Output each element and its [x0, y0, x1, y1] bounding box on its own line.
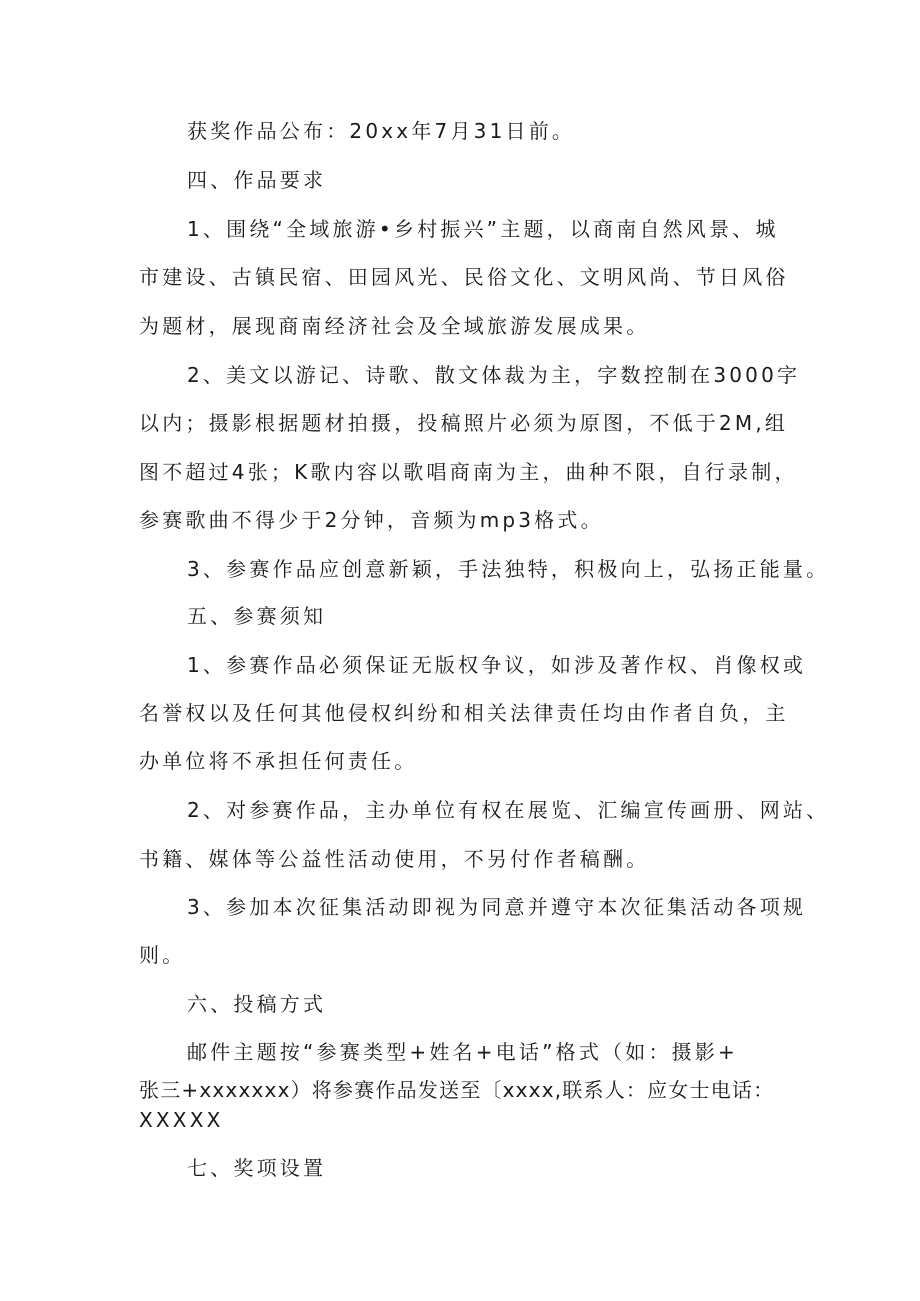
- paragraph-line: 参赛歌曲不得少于2分钟，音频为mp3格式。: [139, 508, 604, 532]
- paragraph-line: 3、参赛作品应创意新颖，手法独特，积极向上，弘扬正能量。: [187, 557, 830, 581]
- paragraph-line: 办单位将不承担任何责任。: [139, 749, 418, 773]
- section-heading: 五、参赛须知: [187, 604, 327, 628]
- paragraph-line: 张三+xxxxxxx）将参赛作品发送至〔xxxx,联系人：应女士电话：: [139, 1078, 775, 1102]
- paragraph-line: 1、围绕“全域旅游•乡村振兴”主题，以商南自然风景、城: [187, 217, 779, 241]
- section-heading: 七、奖项设置: [187, 1156, 327, 1180]
- paragraph-line: 图不超过4张；K歌内容以歌唱商南为主，曲种不限，自行录制，: [139, 460, 798, 484]
- paragraph-line: 市建设、古镇民宿、田园风光、民俗文化、文明风尚、节日风俗: [139, 265, 789, 289]
- paragraph-line: 则。: [139, 943, 186, 967]
- paragraph-line: 2、美文以游记、诗歌、散文体裁为主，字数控制在3000字: [187, 363, 801, 387]
- section-heading: 四、作品要求: [187, 168, 327, 192]
- paragraph-line: 书籍、媒体等公益性活动使用，不另付作者稿酬。: [139, 847, 650, 871]
- paragraph-line: 名誉权以及任何其他侵权纠纷和相关法律责任均由作者自负，主: [139, 701, 789, 725]
- section-heading: 六、投稿方式: [187, 992, 327, 1016]
- paragraph-line: XXXXX: [139, 1108, 224, 1132]
- paragraph-line: 以内；摄影根据题材拍摄，投稿照片必须为原图，不低于2M,组: [139, 411, 789, 435]
- paragraph-line: 3、参加本次征集活动即视为同意并遵守本次征集活动各项规: [187, 895, 807, 919]
- paragraph-line: 邮件主题按“参赛类型+姓名+电话”格式（如：摄影+: [187, 1040, 738, 1064]
- paragraph-line: 1、参赛作品必须保证无版权争议，如涉及著作权、肖像权或: [187, 653, 807, 677]
- paragraph-line: 获奖作品公布：20xx年7月31日前。: [187, 119, 576, 143]
- paragraph-line: 为题材，展现商南经济社会及全域旅游发展成果。: [139, 314, 650, 338]
- paragraph-line: 2、对参赛作品，主办单位有权在展览、汇编宣传画册、网站、: [187, 798, 830, 822]
